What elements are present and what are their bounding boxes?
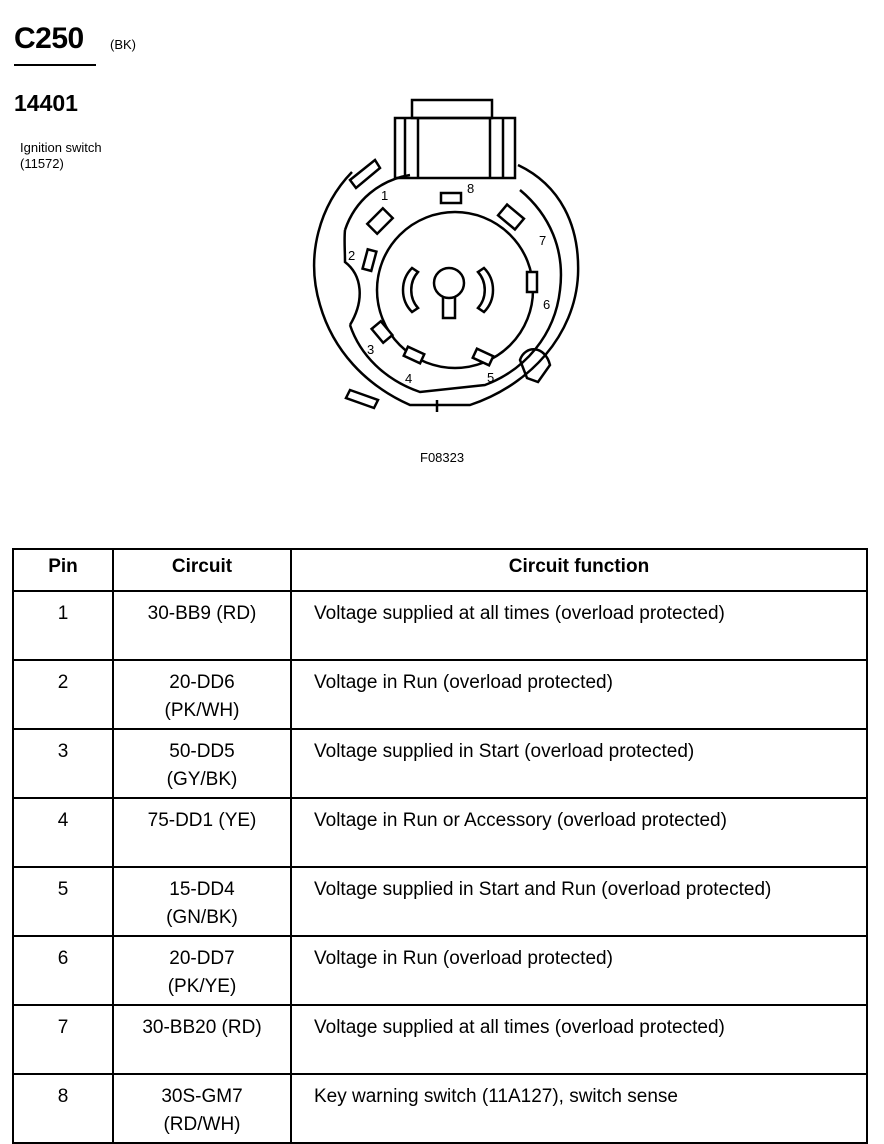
connector-code-underline — [14, 64, 96, 66]
terminal-1 — [367, 208, 392, 233]
pin-cell: 1 — [13, 591, 113, 660]
function-cell: Key warning switch (11A127), switch sense — [291, 1074, 867, 1143]
terminal-6 — [527, 272, 537, 292]
circuit-line-1: 20-DD6 — [169, 672, 235, 693]
table-row — [13, 936, 867, 1005]
table-body — [13, 591, 867, 1143]
circuit-line-1: 30-BB20 (RD) — [142, 1017, 262, 1038]
part-number: 14401 — [14, 90, 78, 116]
table-row — [13, 867, 867, 936]
pin-label-8: 8 — [467, 181, 475, 196]
pin-cell: 6 — [13, 936, 113, 1005]
table-row — [13, 591, 867, 660]
pin-cell: 2 — [13, 660, 113, 729]
terminal-8 — [441, 193, 461, 203]
pin-label-5: 5 — [487, 370, 495, 385]
header-function: Circuit function — [291, 549, 867, 591]
function-cell: Voltage supplied at all times (overload protected) — [291, 591, 867, 660]
function-cell: Voltage supplied at all times (overload protected) — [291, 1005, 867, 1074]
pin-cell: 8 — [13, 1074, 113, 1143]
function-cell: Voltage in Run (overload protected) — [291, 660, 867, 729]
connector-code: C250 — [14, 22, 84, 55]
table-row — [13, 798, 867, 867]
table-row — [13, 1005, 867, 1074]
circuit-line-2: (GN/BK) — [166, 907, 238, 928]
pin-cell: 5 — [13, 867, 113, 936]
circuit-line-1: 50-DD5 — [169, 741, 235, 762]
figure-id: F08323 — [420, 450, 465, 465]
pin-label-1: 1 — [381, 188, 389, 203]
circuit-line-1: 15-DD4 — [169, 879, 235, 900]
rotor — [377, 212, 533, 368]
pin-label-7: 7 — [539, 233, 547, 248]
pin-label-2: 2 — [348, 248, 356, 263]
pin-label-3: 3 — [367, 342, 375, 357]
connector-color: (BK) — [110, 37, 136, 52]
circuit-line-1: 30-BB9 (RD) — [147, 603, 257, 624]
table-row — [13, 729, 867, 798]
terminal-5 — [473, 349, 494, 366]
pin-cell: 7 — [13, 1005, 113, 1074]
component-label — [20, 140, 102, 172]
circuit-line-2: (PK/YE) — [167, 976, 237, 997]
circuit-cell — [113, 591, 291, 660]
keyhole — [434, 268, 464, 298]
circuit-line-2: (GY/BK) — [166, 769, 238, 790]
circuit-line-1: 75-DD1 (YE) — [147, 810, 257, 831]
pinout-table — [12, 548, 868, 1144]
function-cell: Voltage supplied in Start (overload protected) — [291, 729, 867, 798]
circuit-cell — [113, 867, 291, 936]
header-circuit: Circuit — [113, 549, 291, 591]
connector-diagram — [300, 90, 590, 420]
header-pin: Pin — [13, 549, 113, 591]
circuit-cell — [113, 1074, 291, 1143]
table-header-row — [13, 549, 867, 591]
circuit-line-1: 20-DD7 — [169, 948, 235, 969]
terminal-2 — [363, 249, 377, 271]
function-cell: Voltage supplied in Start and Run (overload protected) — [291, 867, 867, 936]
circuit-line-2: (PK/WH) — [164, 700, 240, 721]
function-cell: Voltage in Run (overload protected) — [291, 936, 867, 1005]
function-cell: Voltage in Run or Accessory (overload protected) — [291, 798, 867, 867]
pin-cell: 4 — [13, 798, 113, 867]
terminal-4 — [404, 347, 425, 364]
component-name: Ignition switch — [20, 140, 102, 155]
circuit-cell — [113, 936, 291, 1005]
table-row — [13, 1074, 867, 1143]
circuit-cell — [113, 729, 291, 798]
circuit-cell — [113, 660, 291, 729]
plug-body — [395, 118, 515, 178]
component-ref: (11572) — [20, 156, 64, 171]
circuit-line-1: 30S-GM7 — [161, 1086, 243, 1107]
pin-label-6: 6 — [543, 297, 551, 312]
circuit-cell — [113, 1005, 291, 1074]
circuit-line-2: (RD/WH) — [163, 1114, 241, 1135]
table-row — [13, 660, 867, 729]
pin-cell: 3 — [13, 729, 113, 798]
plug-cap — [412, 100, 492, 118]
circuit-cell — [113, 798, 291, 867]
terminal-3 — [372, 321, 393, 343]
terminal-7 — [498, 205, 524, 230]
pin-label-4: 4 — [405, 371, 413, 386]
